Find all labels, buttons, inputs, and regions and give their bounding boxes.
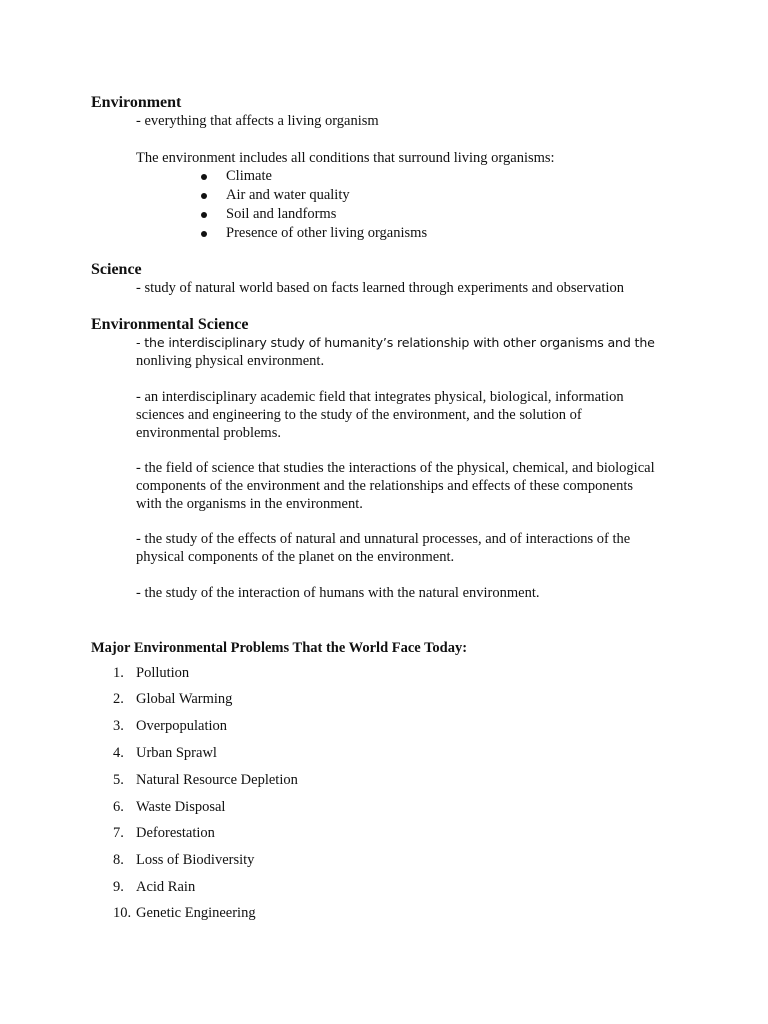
list-text: Global Warming bbox=[136, 691, 233, 707]
list-text: Urban Sprawl bbox=[136, 745, 217, 761]
list-number: 2. bbox=[113, 691, 124, 707]
definition-line: - the interdisciplinary study of humanity’s relationship with other organisms and the bbox=[136, 335, 655, 350]
list-item bbox=[113, 852, 254, 869]
definition-line: with the organisms in the environment. bbox=[136, 496, 363, 512]
heading-environment: Environment bbox=[91, 94, 182, 111]
list-text: Pollution bbox=[136, 665, 190, 681]
list-text: Waste Disposal bbox=[136, 799, 226, 815]
list-number: 3. bbox=[113, 718, 124, 734]
list-number: 7. bbox=[113, 825, 124, 841]
definition-line: nonliving physical environment. bbox=[136, 353, 325, 369]
definition-science: - study of natural world based on facts learned through experiments and observation bbox=[136, 280, 625, 296]
list-item bbox=[113, 905, 256, 922]
definition-line: environmental problems. bbox=[136, 425, 281, 441]
bullet-text: Climate bbox=[226, 168, 272, 184]
bullet-text: Presence of other living organisms bbox=[226, 225, 428, 241]
heading-environmental-science: Environmental Science bbox=[91, 316, 249, 333]
definition-line: - the field of science that studies the interactions of the physical, chemical, and biological bbox=[136, 460, 655, 476]
bullet-dot-icon bbox=[201, 174, 207, 180]
heading-science: Science bbox=[91, 261, 142, 278]
list-item bbox=[113, 665, 189, 682]
list-text: Deforestation bbox=[136, 825, 215, 841]
list-number: 6. bbox=[113, 799, 124, 815]
list-number: 9. bbox=[113, 879, 124, 895]
list-number: 5. bbox=[113, 772, 124, 788]
list-number: 1. bbox=[113, 665, 124, 681]
environment-intro: The environment includes all conditions that surround living organisms: bbox=[136, 150, 555, 166]
list-number: 4. bbox=[113, 745, 124, 761]
list-text: Genetic Engineering bbox=[136, 905, 256, 921]
list-text: Acid Rain bbox=[136, 879, 196, 895]
definition-line: - an interdisciplinary academic field that integrates physical, biological, information bbox=[136, 389, 624, 405]
list-item bbox=[113, 691, 232, 708]
definition-line: - the study of the interaction of humans with the natural environment. bbox=[136, 585, 540, 601]
heading-major-problems: Major Environmental Problems That the World Face Today: bbox=[91, 640, 468, 656]
list-item bbox=[113, 799, 225, 816]
bullet-dot-icon bbox=[201, 231, 207, 237]
bullet-dot-icon bbox=[201, 212, 207, 218]
list-text: Loss of Biodiversity bbox=[136, 852, 255, 868]
list-text: Overpopulation bbox=[136, 718, 228, 734]
bullet-text: Air and water quality bbox=[226, 187, 350, 203]
list-item bbox=[113, 772, 298, 789]
bullet-text: Soil and landforms bbox=[226, 206, 337, 222]
list-item bbox=[113, 825, 215, 842]
list-item bbox=[113, 718, 227, 735]
definition-line: sciences and engineering to the study of the environment, and the solution of bbox=[136, 407, 582, 423]
list-item bbox=[113, 879, 195, 896]
definition-line: - the study of the effects of natural and unnatural processes, and of interactions of the bbox=[136, 531, 631, 547]
definition-line: physical components of the planet on the environment. bbox=[136, 549, 455, 565]
list-text: Natural Resource Depletion bbox=[136, 772, 298, 788]
list-item bbox=[113, 745, 217, 762]
list-number: 10. bbox=[113, 905, 132, 921]
bullet-dot-icon bbox=[201, 193, 207, 199]
list-number: 8. bbox=[113, 852, 124, 868]
definition-environment: - everything that affects a living organism bbox=[136, 113, 379, 129]
definition-line: components of the environment and the relationships and effects of these components bbox=[136, 478, 634, 494]
